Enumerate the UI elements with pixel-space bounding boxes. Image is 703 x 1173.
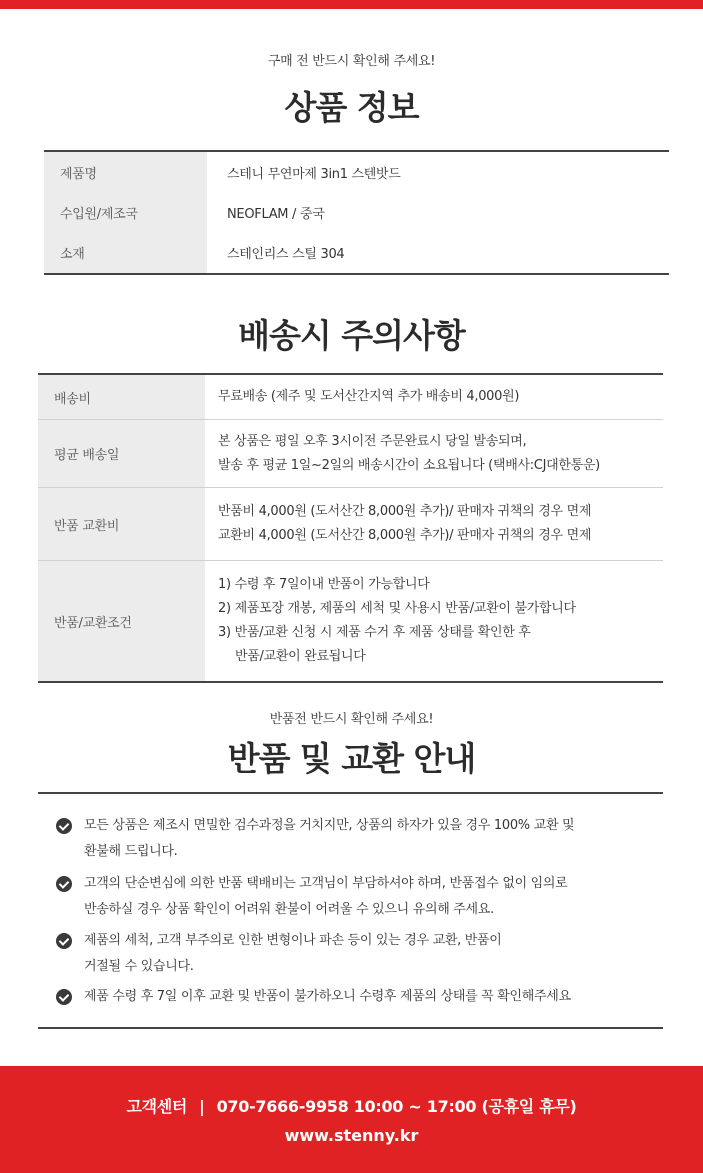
row-label: 반품/교환조건	[38, 561, 205, 681]
list-item-text: 모든 상품은 제조시 면밀한 검수과정을 거치지만, 상품의 하자가 있을 경우 100% 교환 및 환불해 드립니다.	[84, 818, 575, 859]
table-row	[38, 375, 663, 419]
top-accent-bar	[0, 0, 703, 9]
product-info-table	[44, 150, 669, 276]
check-circle-icon	[56, 818, 72, 834]
table-row	[38, 488, 663, 560]
list-item	[38, 928, 663, 980]
footer-banner	[0, 1066, 703, 1173]
footer-contact-line	[0, 1094, 703, 1117]
list-item	[38, 813, 663, 865]
row-value-line: 반품/교환이 완료됩니다	[235, 649, 366, 664]
row-value-line: 2) 제품포장 개봉, 제품의 세척 및 사용시 반품/교환이 불가합니다	[218, 601, 576, 616]
check-circle-icon	[56, 876, 72, 892]
row-label: 소재	[44, 232, 207, 273]
list-item	[38, 871, 663, 923]
check-circle-icon	[56, 933, 72, 949]
row-value-line: 1) 수령 후 7일이내 반품이 가능합니다	[218, 577, 430, 592]
row-value	[218, 420, 600, 487]
row-value-line: 반품비 4,000원 (도서산간 8,000원 추가)/ 판매자 귀책의 경우 면제	[218, 504, 592, 519]
list-item-text: 제품 수령 후 7일 이후 교환 및 반품이 불가하오니 수령후 제품의 상태를 꼭 확인해주세요	[84, 989, 571, 1004]
list-item-text: 제품의 세척, 고객 부주의로 인한 변형이나 파손 등이 있는 경우 교환, 반품이 거절될 수 있습니다.	[84, 933, 502, 974]
row-value-line: 본 상품은 평일 오후 3시이전 주문완료시 당일 발송되며,	[218, 433, 527, 449]
row-value: 스테인리스 스틸 304	[227, 247, 345, 262]
row-label: 수입원/제조국	[44, 192, 207, 232]
row-value	[218, 561, 576, 681]
list-top-border	[38, 792, 663, 794]
shipping-title: 배송시 주의사항	[238, 316, 465, 355]
table-row	[38, 561, 663, 681]
row-value	[218, 375, 519, 419]
table-row	[44, 232, 669, 273]
return-title: 반품 및 교환 안내	[227, 739, 476, 778]
cs-label: 고객센터	[126, 1097, 188, 1116]
row-value-line: 3) 반품/교환 신청 시 제품 수거 후 제품 상태를 확인한 후	[218, 625, 531, 640]
row-value-line: 교환비 4,000원 (도서산간 8,000원 추가)/ 판매자 귀책의 경우 면제	[218, 528, 592, 543]
website-link[interactable]: www.stenny.kr	[284, 1126, 419, 1145]
product-subtitle: 구매 전 반드시 확인해 주세요!	[267, 54, 436, 69]
shipping-info-table	[38, 373, 663, 683]
row-label: 배송비	[38, 375, 205, 419]
row-label: 반품 교환비	[38, 488, 205, 560]
row-value-line: 무료배송 (제주 및 도서산간지역 추가 배송비 4,000원)	[218, 389, 520, 404]
return-subtitle: 반품전 반드시 확인해 주세요!	[269, 712, 434, 727]
table-bottom-border	[38, 681, 663, 683]
row-label: 평균 배송일	[38, 420, 205, 487]
row-value-line: 발송 후 평균 1일~2일의 배송시간이 소요됩니다 (택배사:CJ대한통운)	[218, 457, 600, 473]
list-item-text: 고객의 단순변심에 의한 반품 택배비는 고객님이 부담하셔야 하며, 반품접수 없이 임의로 반송하실 경우 상품 확인이 어려워 환불이 어려울 수 있으니 유의해 주세요.	[84, 876, 568, 917]
table-row	[38, 420, 663, 487]
table-bottom-border	[44, 273, 669, 275]
list-item	[38, 984, 663, 1010]
row-value: 스테니 무연마제 3in1 스텐밧드	[227, 166, 401, 182]
row-value	[218, 488, 591, 560]
footer-separator: |	[199, 1097, 205, 1116]
return-notice-list	[38, 792, 663, 1030]
cs-contact[interactable]: 070-7666-9958 10:00 ~ 17:00 (공휴일 휴무)	[216, 1097, 577, 1116]
table-row	[44, 152, 669, 192]
row-label: 제품명	[44, 152, 207, 192]
row-value: NEOFLAM / 중국	[227, 206, 325, 222]
product-title: 상품 정보	[284, 88, 419, 127]
check-circle-icon	[56, 989, 72, 1005]
table-row	[44, 192, 669, 232]
list-bottom-border	[38, 1027, 663, 1029]
